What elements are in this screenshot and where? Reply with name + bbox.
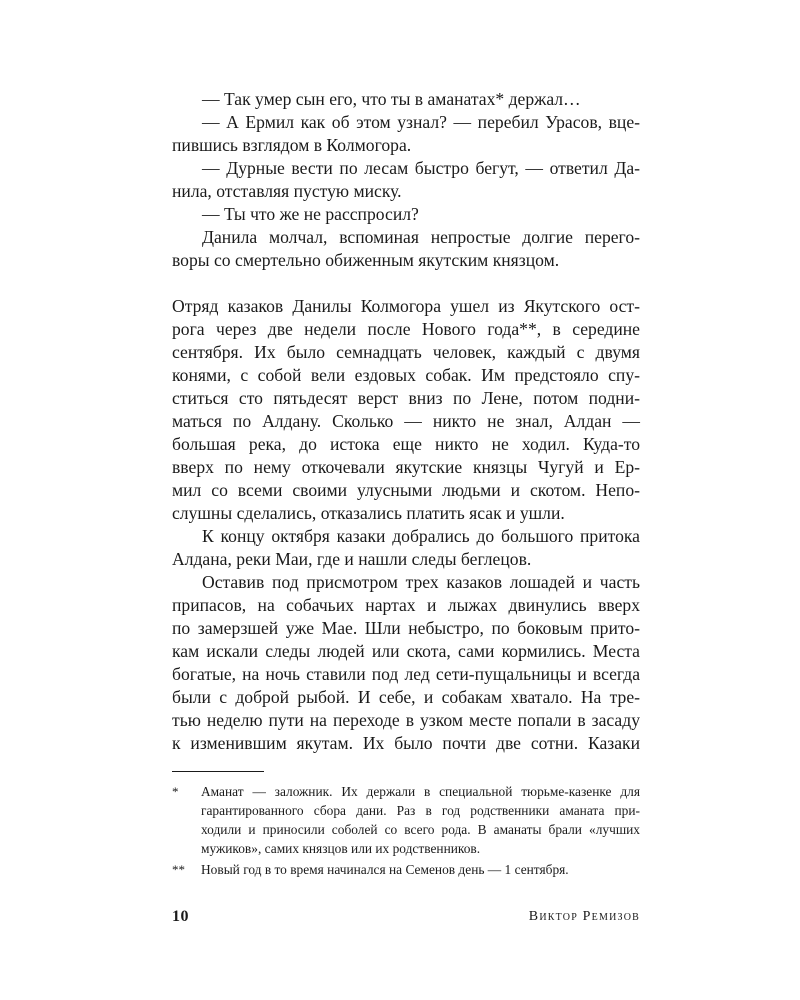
text-line: мил со всеми своими улусными людьми и скотом. Непо- [172,480,640,500]
text-line: — Дурные вести по лесам быстро бегут, — ответил Да- [202,158,640,178]
footnote-line: Новый год в то время начинался на Семенов день — 1 сентября. [201,862,569,877]
text-line: Алдана, реки Маи, где и нашли следы беглецов. [172,549,532,569]
text-line: по замерзшей уже Мае. Шли небыстро, по боковым прито- [172,618,640,638]
text-line: сентября. Их было семнадцать человек, каждый с двумя [172,342,640,362]
text-line: воры со смертельно обиженным якутским князцом. [172,250,560,270]
text-line: рога через две недели после Нового года**, в середине [172,319,640,339]
text-line: маться по Алдану. Сколько — никто не знал, Алдан — [172,411,640,431]
text-line: тью неделю пути на переходе в узком месте попали в засаду [172,710,640,730]
footnote-line: Аманат — заложник. Их держали в специальной тюрьме-казенке для [201,784,640,799]
text-line: вверх по нему откочевали якутские князцы Чугуй и Ер- [172,457,640,477]
footnote-line: ходили и приносили соболей со всего рода. В аманаты брали «лучших [201,822,640,837]
text-line: богатые, на ночь ставили под лед сети-пущальницы и всегда [172,664,640,684]
text-line: — А Ермил как об этом узнал? — перебил Урасов, вце- [202,112,640,132]
footnote-line: мужиков», самих князцов или их родственников. [201,841,481,856]
text-line: пившись взглядом в Колмогора. [172,135,412,155]
text-line: большая река, до истока еще никто не ходил. Куда-то [172,434,640,454]
text-line: — Ты что же не расспросил? [202,204,419,224]
text-line: Данила молчал, вспоминая непростые долгие перего- [202,227,640,247]
page-number: 10 [172,908,189,925]
text-line: конями, с собой вели ездовых собак. Им предстояло спу- [172,365,640,385]
text-line: нила, отставляя пустую миску. [172,181,402,201]
text-line: были с доброй рыбой. И себе, и собакам хватало. На тре- [172,687,640,707]
footnote-mark: ** [172,862,185,877]
text-line: к изменившим якутам. Их было почти две сотни. Казаки [172,733,640,753]
text-line: Оставив под присмотром трех казаков лошадей и часть [202,572,640,592]
footnote-mark: * [172,784,179,799]
text-line: ститься сто пятьдесят верст вниз по Лене, потом подни- [172,388,640,408]
footnote-rule [172,771,264,772]
text-line: К концу октября казаки добрались до большого притока [202,526,640,546]
text-line: кам искали следы людей или скота, сами кормились. Места [172,641,640,661]
text-line: Отряд казаков Данилы Колмогора ушел из Якутского ост- [172,296,640,316]
footnote-line: гарантированного сбора дани. Раз в год родственники аманата при- [201,803,640,818]
text-line: — Так умер сын его, что ты в аманатах* держал… [202,89,581,109]
text-line: припасов, на собачьих нартах и лыжах двинулись вверх [172,595,640,615]
running-head-author: Виктор Ремизов [528,909,640,924]
text-line: слушны сделались, отказались платить ясак и ушли. [172,503,565,523]
